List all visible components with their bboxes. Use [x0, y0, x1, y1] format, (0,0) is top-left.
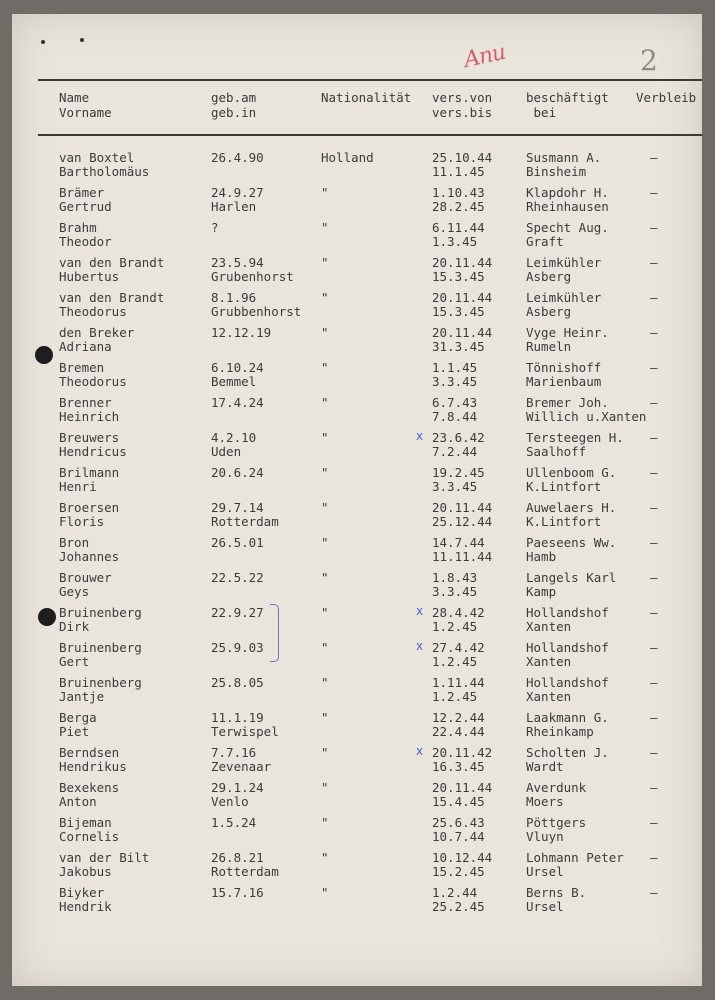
cell-nationality: " — [321, 255, 329, 270]
cell-employer-place: Marienbaum — [526, 374, 602, 389]
cell-firstname: Adriana — [59, 339, 112, 354]
cell-whereabouts: — — [650, 360, 658, 375]
cell-period-from: 20.11.42 — [432, 745, 493, 760]
top-rule — [38, 79, 702, 81]
cell-employer-place: Xanten — [526, 619, 572, 634]
cell-nationality: " — [321, 850, 329, 865]
cross-mark: x — [416, 639, 424, 653]
cell-whereabouts: — — [650, 850, 658, 865]
cell-birth-date: 26.5.01 — [211, 535, 264, 550]
cell-whereabouts: — — [650, 675, 658, 690]
cell-employer-place: Rheinhausen — [526, 199, 609, 214]
cell-whereabouts: — — [650, 500, 658, 515]
cell-period-to: 28.2.45 — [432, 199, 485, 214]
cell-employer-place: Asberg — [526, 304, 572, 319]
cell-birth-date: 26.4.90 — [211, 150, 264, 165]
cell-employer: Ullenboom G. — [526, 465, 617, 480]
cell-surname: Bruinenberg — [59, 605, 142, 620]
cell-period-to: 1.2.45 — [432, 689, 478, 704]
cell-employer-place: Wardt — [526, 759, 564, 774]
table-row — [12, 500, 702, 534]
cell-surname: van den Brandt — [59, 290, 165, 305]
cell-birth-date: 11.1.19 — [211, 710, 264, 725]
table-row — [12, 255, 702, 289]
cell-employer: Pöttgers — [526, 815, 587, 830]
cell-birth-place: Grubenhorst — [211, 269, 294, 284]
cell-surname: Brenner — [59, 395, 112, 410]
cell-firstname: Piet — [59, 724, 90, 739]
cell-period-from: 12.2.44 — [432, 710, 485, 725]
cell-nationality: " — [321, 780, 329, 795]
cell-employer-place: Asberg — [526, 269, 572, 284]
cell-employer: Tersteegen H. — [526, 430, 624, 445]
cell-period-from: 6.11.44 — [432, 220, 485, 235]
cell-birth-date: 17.4.24 — [211, 395, 264, 410]
cell-whereabouts: — — [650, 325, 658, 340]
cell-birth-date: 20.6.24 — [211, 465, 264, 480]
cell-nationality: " — [321, 325, 329, 340]
table-row — [12, 465, 702, 499]
table-row — [12, 430, 702, 464]
cell-whereabouts: — — [650, 885, 658, 900]
cell-employer: Scholten J. — [526, 745, 609, 760]
cell-birth-place: Rotterdam — [211, 514, 279, 529]
cell-surname: Brämer — [59, 185, 105, 200]
cell-period-to: 3.3.45 — [432, 584, 478, 599]
cell-employer: Bremer Joh. — [526, 395, 609, 410]
cell-surname: Bruinenberg — [59, 675, 142, 690]
cell-period-from: 10.12.44 — [432, 850, 493, 865]
header-employer: beschäftigt bei — [526, 90, 609, 120]
document-page — [12, 14, 702, 986]
cell-surname: Brahm — [59, 220, 97, 235]
cell-firstname: Cornelis — [59, 829, 120, 844]
cell-birth-date: 6.10.24 — [211, 360, 264, 375]
cell-firstname: Gert — [59, 654, 90, 669]
table-row — [12, 535, 702, 569]
cell-nationality: " — [321, 290, 329, 305]
cell-surname: Berga — [59, 710, 97, 725]
table-row — [12, 605, 702, 639]
cell-surname: Biyker — [59, 885, 105, 900]
cell-employer-place: Hamb — [526, 549, 557, 564]
cell-birth-date: 29.7.14 — [211, 500, 264, 515]
cell-birth-date: 22.9.27 — [211, 605, 264, 620]
cell-birth-place: Bemmel — [211, 374, 257, 389]
cell-surname: Bexekens — [59, 780, 120, 795]
cell-employer: Averdunk — [526, 780, 587, 795]
cell-firstname: Floris — [59, 514, 105, 529]
cell-period-to: 1.3.45 — [432, 234, 478, 249]
cross-mark: x — [416, 604, 424, 618]
cell-nationality: " — [321, 430, 329, 445]
cell-birth-date: 15.7.16 — [211, 885, 264, 900]
cell-period-from: 1.8.43 — [432, 570, 478, 585]
cell-whereabouts: — — [650, 605, 658, 620]
cell-firstname: Hubertus — [59, 269, 120, 284]
cell-nationality: " — [321, 815, 329, 830]
cell-nationality: " — [321, 500, 329, 515]
cell-surname: Breuwers — [59, 430, 120, 445]
cell-period-from: 20.11.44 — [432, 780, 493, 795]
cell-employer: Susmann A. — [526, 150, 602, 165]
cell-employer: Klapdohr H. — [526, 185, 609, 200]
header-rule — [38, 134, 702, 136]
cell-nationality: " — [321, 640, 329, 655]
cell-birth-date: 12.12.19 — [211, 325, 272, 340]
cell-employer-place: Graft — [526, 234, 564, 249]
cell-employer-place: Ursel — [526, 899, 564, 914]
cell-firstname: Johannes — [59, 549, 120, 564]
cell-surname: Berndsen — [59, 745, 120, 760]
cell-period-from: 20.11.44 — [432, 500, 493, 515]
cell-whereabouts: — — [650, 395, 658, 410]
cross-mark: x — [416, 429, 424, 443]
table-row — [12, 570, 702, 604]
table-row — [12, 395, 702, 429]
cell-nationality: " — [321, 710, 329, 725]
cell-surname: Brilmann — [59, 465, 120, 480]
cell-firstname: Geys — [59, 584, 90, 599]
cell-employer-place: Ursel — [526, 864, 564, 879]
header-name: Name Vorname — [59, 90, 112, 120]
cell-birth-date: ? — [211, 220, 219, 235]
cell-period-to: 25.2.45 — [432, 899, 485, 914]
cross-mark: x — [416, 744, 424, 758]
cell-whereabouts: — — [650, 780, 658, 795]
cell-whereabouts: — — [650, 430, 658, 445]
cell-firstname: Heinrich — [59, 409, 120, 424]
table-row — [12, 640, 702, 674]
cell-employer: Specht Aug. — [526, 220, 609, 235]
cell-firstname: Theodorus — [59, 304, 127, 319]
cell-birth-place: Harlen — [211, 199, 257, 214]
header-period: vers.von vers.bis — [432, 90, 493, 120]
cell-period-to: 1.2.45 — [432, 619, 478, 634]
cell-employer-place: Rumeln — [526, 339, 572, 354]
punch-hole — [35, 346, 53, 364]
cell-period-from: 20.11.44 — [432, 255, 493, 270]
cell-firstname: Hendrik — [59, 899, 112, 914]
cell-whereabouts: — — [650, 150, 658, 165]
cell-employer: Auwelaers H. — [526, 500, 617, 515]
cell-employer-place: Xanten — [526, 689, 572, 704]
cell-firstname: Theodor — [59, 234, 112, 249]
cell-employer: Paeseens Ww. — [526, 535, 617, 550]
cell-surname: den Breker — [59, 325, 135, 340]
cell-period-to: 31.3.45 — [432, 339, 485, 354]
cell-period-from: 1.10.43 — [432, 185, 485, 200]
cell-surname: Brouwer — [59, 570, 112, 585]
cell-birth-date: 25.8.05 — [211, 675, 264, 690]
cell-period-from: 20.11.44 — [432, 325, 493, 340]
cell-period-from: 27.4.42 — [432, 640, 485, 655]
table-row — [12, 780, 702, 814]
table-row — [12, 710, 702, 744]
cell-period-from: 1.2.44 — [432, 885, 478, 900]
cell-employer-place: Vluyn — [526, 829, 564, 844]
cell-employer: Laakmann G. — [526, 710, 609, 725]
cell-employer: Hollandshof — [526, 675, 609, 690]
cell-period-from: 14.7.44 — [432, 535, 485, 550]
cell-surname: Bremen — [59, 360, 105, 375]
table-row — [12, 850, 702, 884]
cell-employer-place: K.Lintfort — [526, 514, 602, 529]
cell-surname: Bron — [59, 535, 90, 550]
table-row — [12, 885, 702, 919]
table-row — [12, 220, 702, 254]
cell-birth-date: 29.1.24 — [211, 780, 264, 795]
cell-firstname: Bartholomäus — [59, 164, 150, 179]
cell-employer-place: Xanten — [526, 654, 572, 669]
cell-period-to: 15.2.45 — [432, 864, 485, 879]
cell-birth-place: Terwispel — [211, 724, 279, 739]
cell-period-to: 3.3.45 — [432, 374, 478, 389]
cell-period-from: 1.11.44 — [432, 675, 485, 690]
cell-nationality: " — [321, 465, 329, 480]
cell-birth-date: 7.7.16 — [211, 745, 257, 760]
page-number: 2 — [640, 44, 658, 77]
cell-whereabouts: — — [650, 185, 658, 200]
table-row — [12, 185, 702, 219]
cell-nationality: " — [321, 885, 329, 900]
cell-period-to: 11.1.45 — [432, 164, 485, 179]
cell-employer: Hollandshof — [526, 605, 609, 620]
cell-nationality: " — [321, 360, 329, 375]
cell-surname: van der Bilt — [59, 850, 150, 865]
cell-birth-date: 1.5.24 — [211, 815, 257, 830]
cell-employer: Tönnishoff — [526, 360, 602, 375]
cell-nationality: " — [321, 675, 329, 690]
cell-employer-place: Willich u.Xanten — [526, 409, 647, 424]
cell-nationality: " — [321, 185, 329, 200]
cell-surname: van den Brandt — [59, 255, 165, 270]
cell-period-to: 11.11.44 — [432, 549, 493, 564]
cell-whereabouts: — — [650, 745, 658, 760]
punch-hole — [38, 608, 56, 626]
cell-nationality: Holland — [321, 150, 374, 165]
cell-employer: Vyge Heinr. — [526, 325, 609, 340]
table-row — [12, 325, 702, 359]
cell-employer-place: K.Lintfort — [526, 479, 602, 494]
cell-period-to: 7.8.44 — [432, 409, 478, 424]
cell-period-from: 19.2.45 — [432, 465, 485, 480]
cell-birth-date: 4.2.10 — [211, 430, 257, 445]
cell-surname: van Boxtel — [59, 150, 135, 165]
cell-employer: Hollandshof — [526, 640, 609, 655]
cell-employer-place: Binsheim — [526, 164, 587, 179]
cell-firstname: Hendrikus — [59, 759, 127, 774]
cell-firstname: Hendricus — [59, 444, 127, 459]
signature-mark: Anu — [461, 39, 508, 74]
cell-period-from: 25.6.43 — [432, 815, 485, 830]
cell-firstname: Jantje — [59, 689, 105, 704]
cell-birth-date: 22.5.22 — [211, 570, 264, 585]
cell-nationality: " — [321, 395, 329, 410]
cell-employer: Lohmann Peter — [526, 850, 624, 865]
header-whereabouts: Verbleib — [636, 90, 697, 105]
cell-birth-place: Rotterdam — [211, 864, 279, 879]
cell-nationality: " — [321, 745, 329, 760]
cell-period-from: 6.7.43 — [432, 395, 478, 410]
cell-whereabouts: — — [650, 220, 658, 235]
cell-period-to: 25.12.44 — [432, 514, 493, 529]
cell-birth-date: 23.5.94 — [211, 255, 264, 270]
table-row — [12, 290, 702, 324]
cell-birth-place: Grubbenhorst — [211, 304, 302, 319]
table-row — [12, 675, 702, 709]
cell-whereabouts: — — [650, 640, 658, 655]
cell-nationality: " — [321, 605, 329, 620]
cell-employer: Langels Karl — [526, 570, 617, 585]
cell-period-from: 1.1.45 — [432, 360, 478, 375]
cell-employer-place: Rheinkamp — [526, 724, 594, 739]
cell-surname: Broersen — [59, 500, 120, 515]
cell-period-to: 15.3.45 — [432, 304, 485, 319]
cell-nationality: " — [321, 570, 329, 585]
cell-period-to: 15.3.45 — [432, 269, 485, 284]
table-row — [12, 360, 702, 394]
cell-firstname: Dirk — [59, 619, 90, 634]
cell-employer: Berns B. — [526, 885, 587, 900]
cell-period-to: 22.4.44 — [432, 724, 485, 739]
cell-birth-date: 24.9.27 — [211, 185, 264, 200]
cell-employer-place: Saalhoff — [526, 444, 587, 459]
cell-firstname: Gertrud — [59, 199, 112, 214]
cell-employer: Leimkühler — [526, 290, 602, 305]
header-nationality: Nationalität — [321, 90, 412, 105]
cell-surname: Bijeman — [59, 815, 112, 830]
cell-employer-place: Kamp — [526, 584, 557, 599]
bracket-mark — [270, 604, 279, 662]
cell-whereabouts: — — [650, 535, 658, 550]
table-row — [12, 745, 702, 779]
cell-period-to: 1.2.45 — [432, 654, 478, 669]
cell-birth-date: 26.8.21 — [211, 850, 264, 865]
cell-whereabouts: — — [650, 465, 658, 480]
cell-period-to: 7.2.44 — [432, 444, 478, 459]
cell-firstname: Theodorus — [59, 374, 127, 389]
cell-employer-place: Moers — [526, 794, 564, 809]
cell-firstname: Jakobus — [59, 864, 112, 879]
table-row — [12, 815, 702, 849]
cell-period-to: 16.3.45 — [432, 759, 485, 774]
cell-period-from: 25.10.44 — [432, 150, 493, 165]
cell-employer: Leimkühler — [526, 255, 602, 270]
cell-period-from: 28.4.42 — [432, 605, 485, 620]
header-birth: geb.am geb.in — [211, 90, 257, 120]
cell-whereabouts: — — [650, 255, 658, 270]
cell-whereabouts: — — [650, 290, 658, 305]
table-row — [12, 150, 702, 184]
cell-firstname: Henri — [59, 479, 97, 494]
cell-birth-date: 8.1.96 — [211, 290, 257, 305]
cell-period-to: 15.4.45 — [432, 794, 485, 809]
cell-nationality: " — [321, 535, 329, 550]
cell-surname: Bruinenberg — [59, 640, 142, 655]
cell-birth-place: Venlo — [211, 794, 249, 809]
ink-dot — [41, 40, 45, 44]
cell-period-to: 10.7.44 — [432, 829, 485, 844]
cell-nationality: " — [321, 220, 329, 235]
cell-period-to: 3.3.45 — [432, 479, 478, 494]
cell-whereabouts: — — [650, 710, 658, 725]
cell-birth-place: Zevenaar — [211, 759, 272, 774]
cell-firstname: Anton — [59, 794, 97, 809]
cell-whereabouts: — — [650, 815, 658, 830]
cell-birth-place: Uden — [211, 444, 242, 459]
cell-period-from: 23.6.42 — [432, 430, 485, 445]
cell-period-from: 20.11.44 — [432, 290, 493, 305]
ink-dot — [80, 38, 84, 42]
cell-whereabouts: — — [650, 570, 658, 585]
cell-birth-date: 25.9.03 — [211, 640, 264, 655]
